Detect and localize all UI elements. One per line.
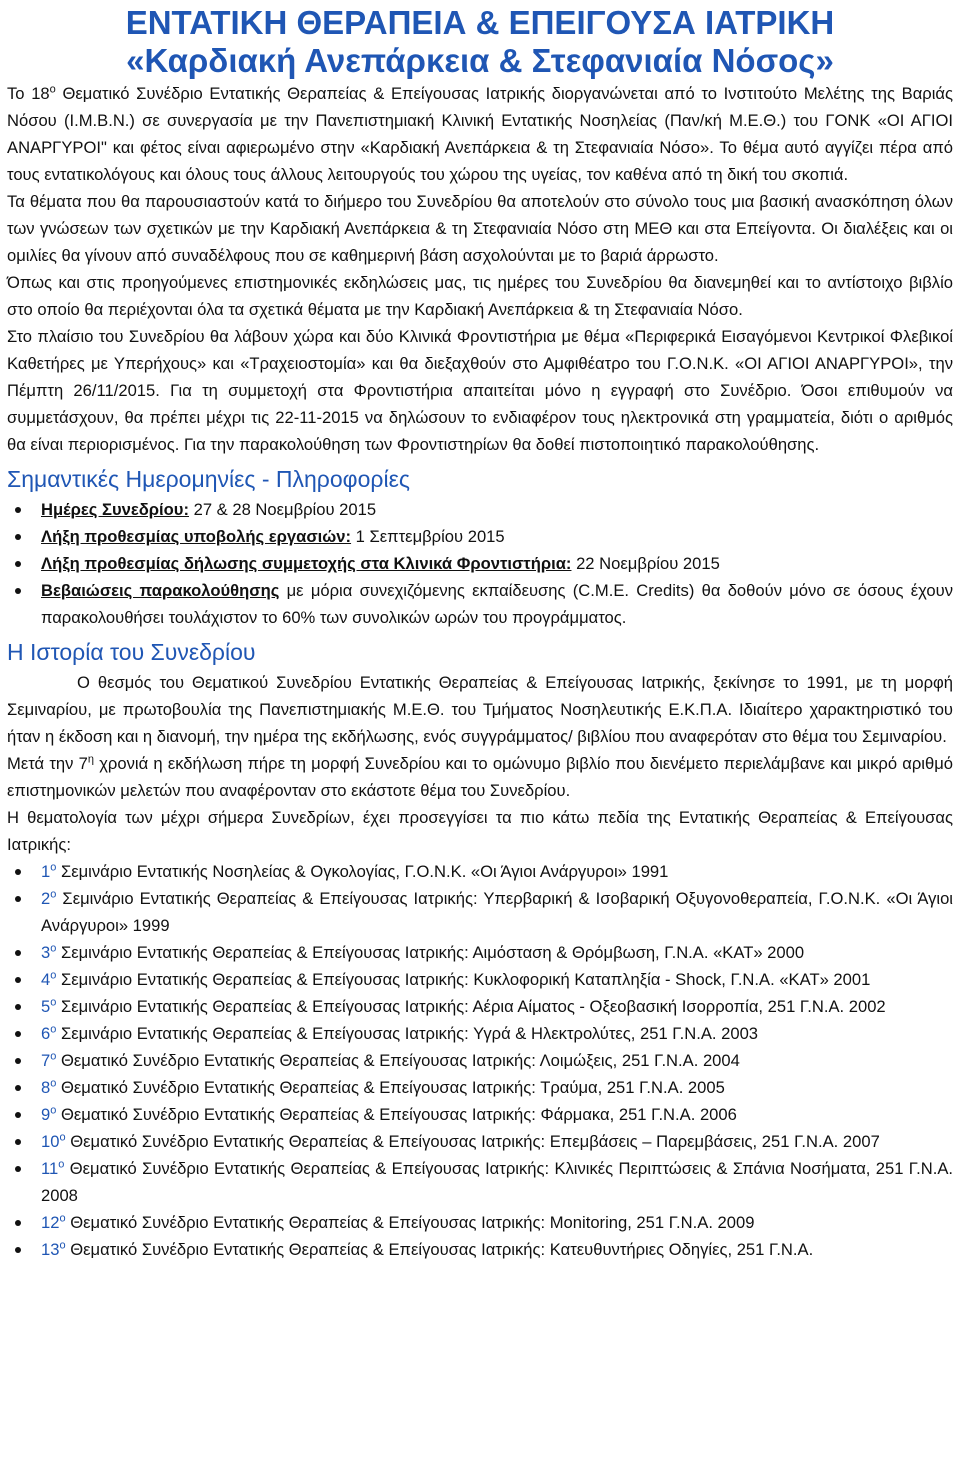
history-item xyxy=(41,1209,953,1236)
history-item-number: 10 xyxy=(41,1132,60,1151)
history-item-number: 13 xyxy=(41,1240,60,1259)
date-value: 27 & 28 Νοεμβρίου 2015 xyxy=(188,500,377,519)
history-item-number: 8 xyxy=(41,1078,51,1097)
intro-p1-sup: ο xyxy=(49,83,56,96)
history-item xyxy=(41,939,953,966)
history-item-text: Θεματικό Συνέδριο Εντατικής Θεραπείας & Επείγουσας Ιατρικής: Κατευθυντήριες Οδηγίες, 251 Γ.Ν.Α. xyxy=(65,1240,814,1259)
history-item-text: Θεματικό Συνέδριο Εντατικής Θεραπείας & Επείγουσας Ιατρικής: Επεμβάσεις – Παρεμβάσεις, 251 Γ.Ν.Α. 2007 xyxy=(65,1132,880,1151)
history-item-number: 3 xyxy=(41,943,51,962)
history-item-ordinal: ο xyxy=(50,1023,57,1036)
history-item-number: 2 xyxy=(41,889,51,908)
history-item-number: 4 xyxy=(41,970,51,989)
history-item-text: Θεματικό Συνέδριο Εντατικής Θεραπείας & Επείγουσας Ιατρικής: Φάρμακα, 251 Γ.Ν.Α. 2006 xyxy=(56,1105,737,1124)
intro-p1-rest: Θεματικό Συνέδριο Εντατικής Θεραπείας & Επείγουσας Ιατρικής διοργανώνεται από το Ινστιτούτο Μελέτης της Βαριάς Νόσου (Ι.Μ.Β.Ν.) σε συνεργασία με την Πανεπιστημιακή Κλινική Εντατικής Νοσηλείας (Παν/κή Μ.Ε.Θ.) του ΓΟΝΚ «ΟΙ ΑΓΙΟΙ ΑΝΑΡΓΥΡΟΙ" και φέτος είναι αφιερωμένο στην «Καρδιακή Ανεπάρκεια & τη Στεφανιαία Νόσο». Το θέμα αυτό αγγίζει πέρα από τους εντατικολόγους και όλους τους άλλους λειτουργούς του χώρου της υγείας, τον καθένα από τη δική του σκοπιά. xyxy=(7,84,953,184)
history-item xyxy=(41,1101,953,1128)
history-item-number: 9 xyxy=(41,1105,51,1124)
page-title xyxy=(7,4,953,80)
history-p2-rest: χρονιά η εκδήλωση πήρε τη μορφή Συνεδρίου και το ομώνυμο βιβλίο που διενέμετο περιελάμβανε και μικρό αριθμό επιστημονικών μελετών που αναφέρονταν στο εκάστοτε θέμα του Συνεδρίου. xyxy=(7,754,953,800)
title-line-1: ΕΝΤΑΤΙΚΗ ΘΕΡΑΠΕΙΑ & ΕΠΕΙΓΟΥΣΑ ΙΑΤΡΙΚΗ xyxy=(125,4,835,41)
history-item-ordinal: ο xyxy=(50,996,57,1009)
history-item-number: 12 xyxy=(41,1213,60,1232)
history-paragraph-1: Ο θεσμός του Θεματικού Συνεδρίου Εντατικής Θεραπείας & Επείγουσας Ιατρικής, ξεκίνησε το 1991, με τη μορφή Σεμιναρίου, με πρωτοβουλία της Πανεπιστημιακής Μ.Ε.Θ. του Τμήματος Νοσηλευτικής Ε.Κ.Π.Α. Ιδιαίτερο χαρακτηριστικό του ήταν η έκδοση και η διανομή, την ημέρα της εκδήλωσης, ενός συγγράμματος/ βιβλίου που αναφερόταν στο θέμα του Σεμιναρίου. xyxy=(7,673,953,746)
intro-paragraph-3: Όπως και στις προηγούμενες επιστημονικές εκδηλώσεις μας, τις ημέρες του Συνεδρίου θα διανεμηθεί και το αντίστοιχο βιβλίο στο οποίο θα περιέχονται όλα τα σχετικά θέματα με την Καρδιακή Ανεπάρκεια & τη Στεφανιαία Νόσο. xyxy=(7,273,953,319)
date-label: Λήξη προθεσμίας δήλωσης συμμετοχής στα Κλινικά Φροντιστήρια: xyxy=(41,554,572,573)
history-item-text: Θεματικό Συνέδριο Εντατικής Θεραπείας & Επείγουσας Ιατρικής: Κλινικές Περιπτώσεις & Σπάνια Νοσήματα, 251 Γ.Ν.Α. 2008 xyxy=(41,1159,953,1205)
list-item xyxy=(41,550,953,577)
dates-list xyxy=(7,496,953,631)
intro-paragraph-1 xyxy=(7,80,953,188)
history-item-ordinal: ο xyxy=(59,1131,66,1144)
history-item xyxy=(41,966,953,993)
history-item xyxy=(41,1155,953,1209)
list-item xyxy=(41,577,953,631)
history-item-ordinal: ο xyxy=(59,1212,66,1225)
history-item-text: Σεμινάριο Εντατικής Θεραπείας & Επείγουσας Ιατρικής: Αέρια Αίματος - Οξεοβασική Ισορροπία, 251 Γ.Ν.Α. 2002 xyxy=(56,997,886,1016)
intro-p1-start: Το 18 xyxy=(7,84,50,103)
history-item-ordinal: ο xyxy=(50,1077,57,1090)
history-item xyxy=(41,1128,953,1155)
history-item-text: Θεματικό Συνέδριο Εντατικής Θεραπείας & Επείγουσας Ιατρικής: Λοιμώξεις, 251 Γ.Ν.Α. 2004 xyxy=(56,1051,740,1070)
date-label: Λήξη προθεσμίας υποβολής εργασιών: xyxy=(41,527,352,546)
history-item-number: 5 xyxy=(41,997,51,1016)
history-p2-start: Μετά την 7 xyxy=(7,754,88,773)
date-label: Βεβαιώσεις παρακολούθησης xyxy=(41,581,280,600)
intro-paragraph-2: Τα θέματα που θα παρουσιαστούν κατά το διήμερο του Συνεδρίου θα αποτελούν στο σύνολο τους μια βασική ανασκόπηση όλων των γνώσεων των σχετικών με την Καρδιακή Ανεπάρκεια & τη Στεφανιαία Νόσο στη ΜΕΘ και στα Επείγοντα. Οι διαλέξεις και οι ομιλίες θα γίνουν από συναδέλφους που σε καθημερινή βάση ασχολούνται με το βαριά άρρωστο. xyxy=(7,192,953,265)
history-item-text: Σεμινάριο Εντατικής Νοσηλείας & Ογκολογίας, Γ.Ο.Ν.Κ. «Οι Άγιοι Ανάργυροι» 1991 xyxy=(56,862,669,881)
intro-paragraph-4: Στο πλαίσιο του Συνεδρίου θα λάβουν χώρα και δύο Κλινικά Φροντιστήρια με θέμα «Περιφερικά Εισαγόμενοι Κεντρικοί Φλεβικοί Καθετήρες με Υπερήχους» και «Τραχειοστομία» και θα διεξαχθούν στο Αμφιθέατρο του Γ.Ο.Ν.Κ. «ΟΙ ΑΓΙΟΙ ΑΝΑΡΓΥΡΟΙ», την Πέμπτη 26/11/2015. Για τη συμμετοχή στα Φροντιστήρια απαιτείται μόνο η εγγραφή στο Συνέδριο. Όσοι επιθυμούν να συμμετάσχουν, θα πρέπει μέχρι τις 22-11-2015 να δηλώσουν το ενδιαφέρον τους ηλεκτρονικά στη γραμματεία, διότι ο αριθμός θα είναι περιορισμένος. Για την παρακολούθηση των Φροντιστηρίων θα δοθεί πιστοποιητικό παρακολούθησης. xyxy=(7,327,953,454)
history-item-number: 1 xyxy=(41,862,51,881)
history-list xyxy=(7,858,953,1263)
history-item-text: Θεματικό Συνέδριο Εντατικής Θεραπείας & Επείγουσας Ιατρικής: Τραύμα, 251 Γ.Ν.Α. 2005 xyxy=(56,1078,725,1097)
history-paragraph-3: Η θεματολογία των μέχρι σήμερα Συνεδρίων, έχει προσεγγίσει τα πιο κάτω πεδία της Εντατικής Θεραπείας & Επείγουσας Ιατρικής: xyxy=(7,808,953,854)
list-item xyxy=(41,496,953,523)
history-p2-sup: η xyxy=(87,753,94,766)
history-item xyxy=(41,993,953,1020)
history-item-ordinal: ο xyxy=(50,888,57,901)
history-item-text: Σεμινάριο Εντατικής Θεραπείας & Επείγουσας Ιατρικής: Κυκλοφορική Καταπληξία - Shock, Γ.Ν.Α. «ΚΑΤ» 2001 xyxy=(56,970,871,989)
history-item xyxy=(41,1020,953,1047)
history-item-text: Σεμινάριο Εντατικής Θεραπείας & Επείγουσας Ιατρικής: Υγρά & Ηλεκτρολύτες, 251 Γ.Ν.Α. 2003 xyxy=(56,1024,759,1043)
history-item-text: Θεματικό Συνέδριο Εντατικής Θεραπείας & Επείγουσας Ιατρικής: Monitoring, 251 Γ.Ν.Α. 2009 xyxy=(65,1213,755,1232)
history-item-ordinal: ο xyxy=(50,861,57,874)
history-paragraph-2 xyxy=(7,750,953,804)
date-value: με μόρια συνεχιζόμενης εκπαίδευσης (C.M.E. Credits) θα δοθούν μόνο σε όσους έχουν παρακολουθήσει τουλάχιστον το 60% των συνολικών ωρών του προγράμματος. xyxy=(41,581,954,627)
history-item xyxy=(41,885,953,939)
history-item-ordinal: ο xyxy=(50,1050,57,1063)
date-value: 1 Σεπτεμβρίου 2015 xyxy=(351,527,505,546)
history-item-ordinal: ο xyxy=(50,969,57,982)
history-item-text: Σεμινάριο Εντατικής Θεραπείας & Επείγουσας Ιατρικής: Αιμόσταση & Θρόμβωση, Γ.Ν.Α. «ΚΑΤ» 2000 xyxy=(56,943,805,962)
history-item-ordinal: ο xyxy=(59,1239,66,1252)
history-item-text: Σεμινάριο Εντατικής Θεραπείας & Επείγουσας Ιατρικής: Υπερβαρική & Ισοβαρική Οξυγονοθεραπεία, Γ.Ο.Ν.Κ. «Οι Άγιοι Ανάργυροι» 1999 xyxy=(41,889,953,935)
history-item xyxy=(41,858,953,885)
history-item xyxy=(41,1236,953,1263)
history-item-number: 11 xyxy=(41,1159,59,1178)
history-item xyxy=(41,1074,953,1101)
history-item-ordinal: ο xyxy=(50,942,57,955)
dates-heading: Σημαντικές Ημερομηνίες - Πληροφορίες xyxy=(7,466,410,492)
date-value: 22 Νοεμβρίου 2015 xyxy=(571,554,720,573)
history-item-ordinal: ο xyxy=(58,1158,65,1171)
history-item xyxy=(41,1047,953,1074)
history-item-ordinal: ο xyxy=(50,1104,57,1117)
history-item-number: 7 xyxy=(41,1051,51,1070)
list-item xyxy=(41,523,953,550)
history-heading: Η Ιστορία του Συνεδρίου xyxy=(7,639,256,665)
title-line-2: «Καρδιακή Ανεπάρκεια & Στεφανιαία Νόσος» xyxy=(126,42,834,79)
date-label: Ημέρες Συνεδρίου: xyxy=(41,500,189,519)
history-item-number: 6 xyxy=(41,1024,51,1043)
